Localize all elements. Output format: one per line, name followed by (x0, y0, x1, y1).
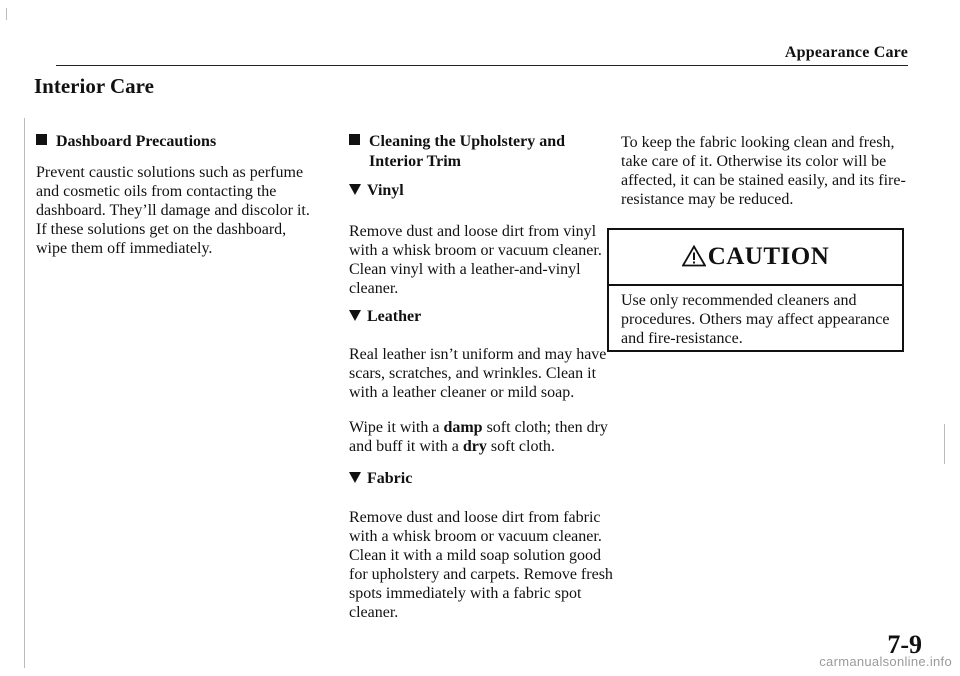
caution-box (607, 228, 904, 352)
down-triangle-icon (349, 184, 361, 195)
fabric-care-intro: To keep the fabric looking clean and fresh, take care of it. Otherwise its color will be affected, it can be stained easily, and its fire-resistance may be reduced. (621, 134, 906, 208)
leather-heading: Leather (349, 308, 421, 326)
fabric-heading: Fabric (349, 470, 412, 488)
watermark: carmanualsonline.info (819, 654, 952, 669)
header-rule (56, 65, 908, 66)
scan-mark (944, 424, 945, 464)
damp-emphasis: damp (443, 419, 483, 436)
scan-mark (24, 118, 25, 668)
down-triangle-icon (349, 310, 361, 321)
dashboard-paragraph: Prevent caustic solutions such as perfume and cosmetic oils from contacting the dashboard. They’ll damage and discolor it. If these solutions get on the dashboard, wipe them off immediately. (36, 164, 310, 257)
leather-paragraph: Real leather isn’t uniform and may have scars, scratches, and wrinkles. Clean it with a leather cleaner or mild soap. (349, 346, 607, 401)
caution-text: Use only recommended cleaners and procedures. Others may affect appearance and fire-resistance. (621, 292, 890, 347)
square-bullet-icon (349, 134, 360, 145)
vinyl-paragraph: Remove dust and loose dirt from vinyl with a whisk broom or vacuum cleaner. Clean vinyl with a leather-and-vinyl cleaner. (349, 223, 602, 297)
dry-emphasis: dry (462, 438, 487, 455)
upholstery-heading: Cleaning the Upholstery and Interior Trim (349, 132, 619, 172)
square-bullet-icon (36, 134, 47, 145)
down-triangle-icon (349, 472, 361, 483)
fabric-paragraph: Remove dust and loose dirt from fabric with a whisk broom or vacuum cleaner. Clean it with a mild soap solution good for upholstery and carpets. Remove fresh spots immediately with a fabric spot cleaner. (349, 509, 613, 621)
warning-triangle-icon (682, 245, 706, 267)
caution-header (609, 230, 902, 286)
section-label: Appearance Care (784, 44, 908, 61)
page-title: Interior Care (34, 74, 154, 98)
vinyl-heading: Vinyl (349, 182, 404, 200)
wipe-paragraph: Wipe it with a damp soft cloth; then dry and buff it with a dry soft cloth. (349, 419, 608, 455)
scan-mark (6, 8, 7, 20)
dashboard-heading: Dashboard Precautions (36, 132, 216, 152)
page-number: 7-9 (887, 630, 922, 659)
caution-title: CAUTION (707, 243, 830, 270)
